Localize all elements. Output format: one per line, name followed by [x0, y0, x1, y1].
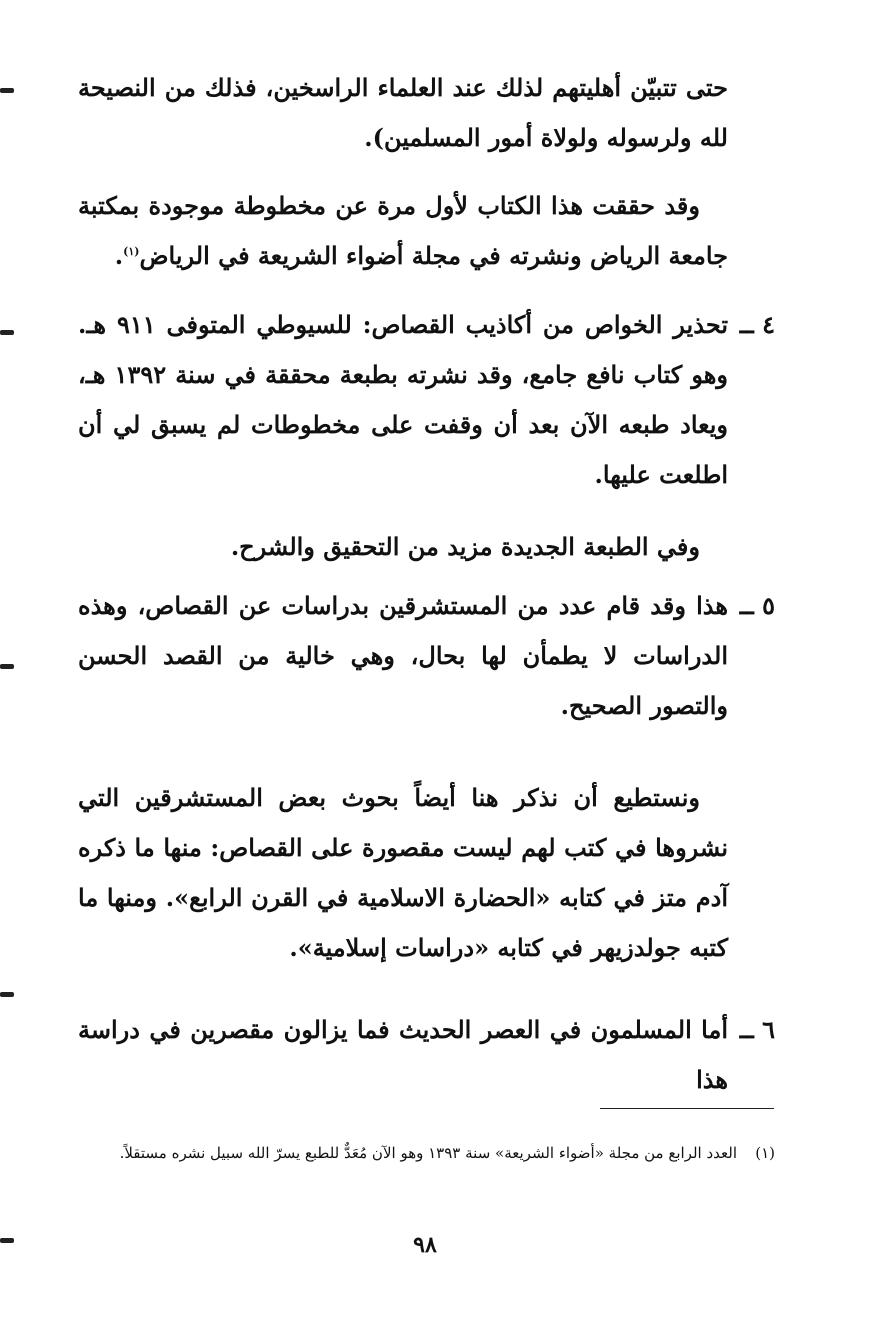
footnote-text: العدد الرابع من مجلة «أضواء الشريعة» سنة ١٣٩٣ وهو الآن مُعَدٌّ للطبع يسرّ الله سبيل نشره مستقلاً. — [119, 1144, 737, 1162]
footnote-number: (١) — [755, 1144, 775, 1162]
margin-mark — [0, 992, 14, 997]
item-number: ٥ ــ — [739, 591, 775, 620]
list-item-6 — [78, 1005, 775, 1105]
item-text: هذا وقد قام عدد من المستشرقين بدراسات عن القصاص، وهذه الدراسات لا يطمأن لها بحال، وهي خالية من القصد الحسن والتصور الصحيح. — [78, 591, 728, 720]
item-text: أما المسلمون في العصر الحديث فما يزالون مقصرين في دراسة هذا — [78, 1015, 728, 1094]
margin-mark — [0, 1238, 14, 1243]
paragraph-4: ونستطيع أن نذكر هنا أيضاً بحوث بعض المستشرقين التي نشروها في كتب لهم ليست مقصورة على القصاص: منها ما ذكره آدم متز في كتابه «الحضارة الاسلامية في القرن الرابع». ومنها ما كتبه جولدزيهر في كتابه «دراسات إسلامية». — [78, 783, 728, 962]
item-text: تحذير الخواص من أكاذيب القصاص: للسيوطي المتوفى ٩١١ هـ. وهو كتاب نافع جامع، وقد نشرته بطبعة محققة في سنة ١٣٩٢ هـ، ويعاد طبعه الآن بعد أن وقفت على مخطوطات لم يسبق لي أن اطلعت عليها. — [78, 310, 728, 489]
paragraph-3: وفي الطبعة الجديدة مزيد من التحقيق والشرح. — [230, 532, 700, 561]
item-number: ٤ ــ — [739, 310, 775, 339]
paragraph-1: حتى تتبيّن أهليتهم لذلك عند العلماء الراسخين، فذلك من النصيحة لله ولرسوله ولولاة أمور المسلمين). — [78, 73, 728, 152]
margin-mark — [0, 88, 14, 93]
paragraph-2-text: وقد حققت هذا الكتاب لأول مرة عن مخطوطة موجودة بمكتبة جامعة الرياض ونشرته في مجلة أضواء الشريعة في الرياض — [78, 191, 728, 270]
footnote-ref: (١) — [123, 245, 140, 258]
list-item-4 — [78, 300, 775, 500]
footnote — [78, 1140, 775, 1166]
margin-mark — [0, 330, 14, 335]
margin-mark — [0, 664, 14, 669]
paragraph-2 — [78, 181, 728, 281]
item-number: ٦ ــ — [739, 1015, 775, 1044]
list-item-5 — [78, 581, 775, 731]
paragraph-2-end: . — [114, 241, 124, 270]
page-number: ٩٨ — [413, 1232, 437, 1258]
footnote-separator — [600, 1108, 774, 1109]
